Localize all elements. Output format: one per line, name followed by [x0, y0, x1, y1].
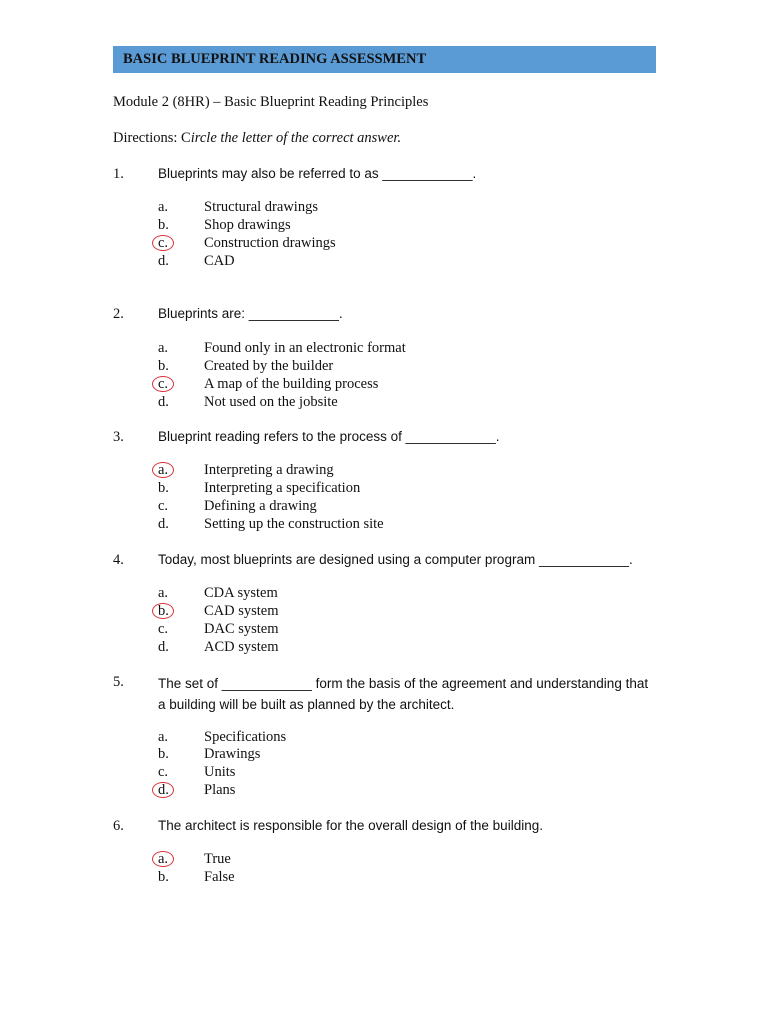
option-text: Units	[204, 764, 236, 780]
option-letter[interactable]: b.	[158, 869, 169, 885]
option-text: Drawings	[204, 746, 261, 762]
option-text: Created by the builder	[204, 358, 334, 374]
question-number: 2.	[113, 306, 124, 322]
option-letter[interactable]: d.	[158, 394, 169, 410]
question-text: Today, most blueprints are designed using a computer program ____________.	[158, 552, 633, 567]
option-text: Interpreting a drawing	[204, 462, 334, 478]
directions-label: Directions: C	[113, 130, 191, 146]
answer-circle-mark	[152, 462, 174, 478]
option-letter[interactable]: c.	[158, 235, 169, 251]
option-text: CDA system	[204, 585, 278, 601]
option-letter[interactable]: d.	[158, 782, 169, 798]
option-letter[interactable]: d.	[158, 639, 169, 655]
question-number: 3.	[113, 429, 124, 445]
option-letter[interactable]: a.	[158, 199, 169, 215]
question-number: 5.	[113, 674, 124, 690]
option-letter[interactable]: a.	[158, 851, 169, 867]
option-letter[interactable]: a.	[158, 585, 169, 601]
answer-circle-mark	[152, 235, 174, 251]
option-letter[interactable]: a.	[158, 729, 169, 745]
option-text: Structural drawings	[204, 199, 318, 215]
question-number: 4.	[113, 552, 124, 568]
option-text: Found only in an electronic format	[204, 340, 406, 356]
option-letter[interactable]: b.	[158, 480, 169, 496]
option-letter[interactable]: d.	[158, 516, 169, 532]
option-letter[interactable]: a.	[158, 340, 169, 356]
option-text: Specifications	[204, 729, 287, 745]
option-text: CAD	[204, 253, 235, 269]
directions-instruction: ircle the letter of the correct answer.	[190, 130, 402, 146]
option-text: Construction drawings	[204, 235, 336, 251]
directions-line	[113, 130, 401, 147]
option-text: False	[204, 869, 235, 885]
answer-circle-mark	[152, 782, 174, 798]
question-number: 1.	[113, 166, 124, 182]
question-text: Blueprint reading refers to the process of ____________.	[158, 429, 500, 444]
module-line: Module 2 (8HR) – Basic Blueprint Reading Principles	[113, 94, 429, 110]
question-text: Blueprints are: ____________.	[158, 306, 343, 321]
option-letter[interactable]: c.	[158, 376, 169, 392]
option-letter[interactable]: c.	[158, 621, 169, 637]
option-text: ACD system	[204, 639, 279, 655]
answer-circle-mark	[152, 376, 174, 392]
option-text: DAC system	[204, 621, 279, 637]
option-text: Defining a drawing	[204, 498, 317, 514]
question-number: 6.	[113, 818, 124, 834]
assessment-title: BASIC BLUEPRINT READING ASSESSMENT	[123, 51, 427, 67]
option-letter[interactable]: b.	[158, 603, 169, 619]
option-letter[interactable]: b.	[158, 217, 169, 233]
option-letter[interactable]: a.	[158, 462, 169, 478]
answer-circle-mark	[152, 603, 174, 619]
option-letter[interactable]: c.	[158, 764, 169, 780]
question-text: The set of ____________ form the basis of the agreement and understanding that a building will be built as planned by the architect.	[158, 676, 649, 712]
option-text: True	[204, 851, 231, 867]
option-letter[interactable]: d.	[158, 253, 169, 269]
option-text: Not used on the jobsite	[204, 394, 338, 410]
option-letter[interactable]: b.	[158, 746, 169, 762]
option-text: Setting up the construction site	[204, 516, 384, 532]
answer-circle-mark	[152, 851, 174, 867]
option-text: Plans	[204, 782, 236, 798]
option-text: Interpreting a specification	[204, 480, 361, 496]
option-letter[interactable]: c.	[158, 498, 169, 514]
option-text: Shop drawings	[204, 217, 291, 233]
option-text: CAD system	[204, 603, 279, 619]
question-text: The architect is responsible for the overall design of the building.	[158, 818, 543, 833]
question-text: Blueprints may also be referred to as ____________.	[158, 166, 477, 181]
option-letter[interactable]: b.	[158, 358, 169, 374]
option-text: A map of the building process	[204, 376, 379, 392]
assessment-title-bar	[113, 46, 656, 73]
